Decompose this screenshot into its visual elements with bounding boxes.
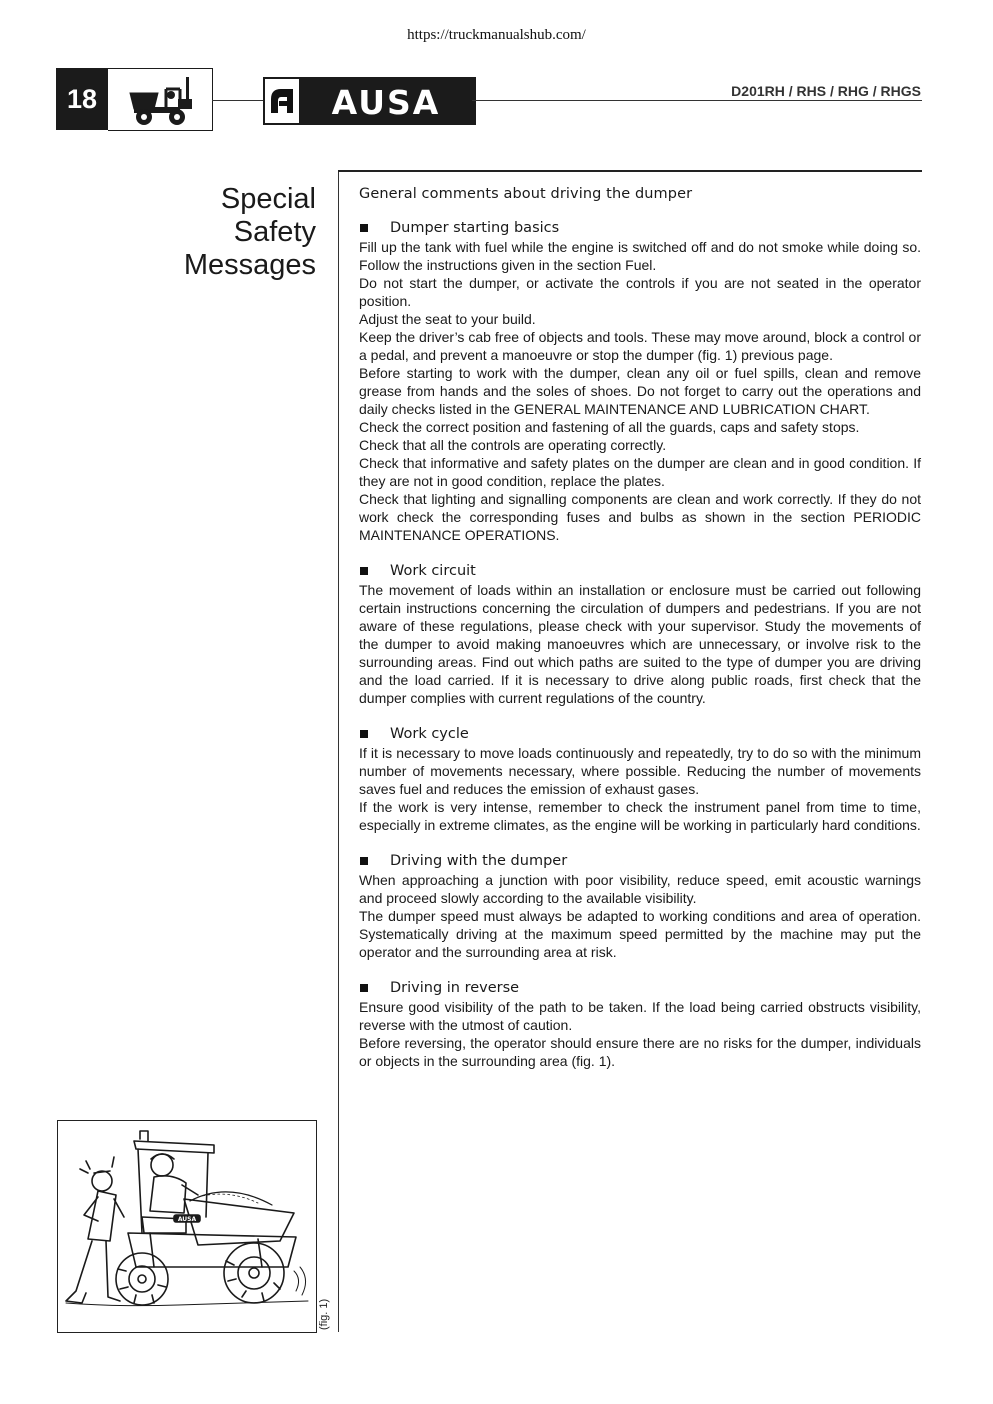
section-title-line: Safety xyxy=(233,216,316,248)
main-content xyxy=(359,185,921,1088)
paragraph: Before starting to work with the dumper, clean any oil or fuel spills, clean and remove grease from hands and the soles of shoes. Do not forget to carry out the operations and daily checks listed in the GENERAL MAINTENANCE AND LUBRICATION CHART. xyxy=(359,365,921,417)
figure-label xyxy=(316,1296,334,1332)
square-bullet-icon xyxy=(360,567,368,575)
paragraph: Check that all the controls are operating correctly. xyxy=(359,437,667,453)
section-heading-text: Dumper starting basics xyxy=(390,220,560,236)
figure-label-text: (fig. 1) xyxy=(318,1298,330,1330)
ausa-logo xyxy=(263,77,476,125)
paragraph: The movement of loads within an installation or enclosure must be carried out following certain instructions concerning the circulation of dumpers and pedestrians. If you are not aware of these regulations, please check with your supervisor. Study the movements of the dumper to avoid making manoeuvres which are unnecessary, or involve risk to the surrounding areas. Find out which paths are suited to the type of dumper you are driving and the load carried. If it is necessary to drive along public roads, first check that the dumper complies with current regulations of the country. xyxy=(359,582,921,706)
dumper-driver-illustration xyxy=(58,1121,316,1332)
dumper-badge-text: AUSA xyxy=(177,1216,197,1223)
section-heading xyxy=(359,979,921,997)
paragraph: Adjust the seat to your build. xyxy=(359,311,536,327)
paragraph: Fill up the tank with fuel while the engine is switched off and do not smoke while doing so. Follow the instructions given in the section Fuel. xyxy=(359,239,921,273)
section-driving-with-the-dumper xyxy=(359,852,921,961)
header-divider-left xyxy=(212,100,264,101)
section-work-cycle xyxy=(359,725,921,834)
model-designation: D201RH / RHS / RHG / RHGS xyxy=(731,83,921,99)
paragraph: If it is necessary to move loads continuously and repeatedly, try to do so with the minimum number of movements necessary, where possible. Reducing the number of movements saves fuel and reduces the emission of exhaust gases. xyxy=(359,745,921,797)
section-heading xyxy=(359,852,921,870)
header-divider-right xyxy=(472,100,922,101)
source-url[interactable]: https://truckmanualshub.com/ xyxy=(407,27,586,43)
column-divider xyxy=(338,170,339,1332)
section-heading xyxy=(359,562,921,580)
dumper-section-icon xyxy=(108,68,213,131)
section-title-line: Special xyxy=(220,183,316,215)
square-bullet-icon xyxy=(360,730,368,738)
page-number: 18 xyxy=(56,68,108,130)
paragraph: Before reversing, the operator should ensure there are no risks for the dumper, individuals or objects in the surrounding area (fig. 1). xyxy=(359,1035,921,1069)
section-heading xyxy=(359,725,921,743)
paragraph: Check that informative and safety plates on the dumper are clean and in good condition. If they are not in good condition, replace the plates. xyxy=(359,455,921,489)
section-heading xyxy=(359,219,921,237)
figure-illustration xyxy=(57,1120,317,1333)
paragraph: The dumper speed must always be adapted to working conditions and area of operation. Systematically driving at the maximum speed permitted by the machine may put the operator and the surrounding area at risk. xyxy=(359,908,921,960)
section-heading-text: Driving in reverse xyxy=(390,980,520,996)
paragraph: If the work is very intense, remember to check the instrument panel from time to time, especially in extreme climates, as the engine will be working in particularly hard conditions. xyxy=(359,799,921,833)
paragraph: Keep the driver’s cab free of objects and tools. These may move around, block a control or a pedal, and prevent a manoeuvre or stop the dumper (fig. 1) previous page. xyxy=(359,329,921,363)
paragraph: When approaching a junction with poor visibility, reduce speed, emit acoustic warnings and proceed slowly according to the available visibility. xyxy=(359,872,921,906)
intro-heading: General comments about driving the dumper xyxy=(359,186,693,202)
section-heading-text: Work circuit xyxy=(390,563,476,579)
paragraph: Ensure good visibility of the path to be taken. If the load being carried obstructs visibility, reverse with the utmost of caution. xyxy=(359,999,921,1033)
section-title xyxy=(140,183,316,282)
section-heading-text: Work cycle xyxy=(390,726,469,742)
paragraph: Do not start the dumper, or activate the controls if you are not seated in the operator position. xyxy=(359,275,921,309)
section-title-line: Messages xyxy=(183,249,316,281)
section-driving-in-reverse xyxy=(359,979,921,1070)
square-bullet-icon xyxy=(360,857,368,865)
section-dumper-starting-basics xyxy=(359,219,921,544)
ausa-logo-text: AUSA xyxy=(331,83,441,122)
paragraph: Check that lighting and signalling components are clean and work correctly. If they do not work check the corresponding fuses and bulbs as shown in the section PERIODIC MAINTENANCE OPERATIONS. xyxy=(359,491,921,543)
square-bullet-icon xyxy=(360,224,368,232)
content-top-rule xyxy=(338,170,922,172)
section-work-circuit xyxy=(359,562,921,707)
paragraph: Check the correct position and fastening of all the guards, caps and safety stops. xyxy=(359,419,860,435)
square-bullet-icon xyxy=(360,984,368,992)
section-heading-text: Driving with the dumper xyxy=(390,853,568,869)
